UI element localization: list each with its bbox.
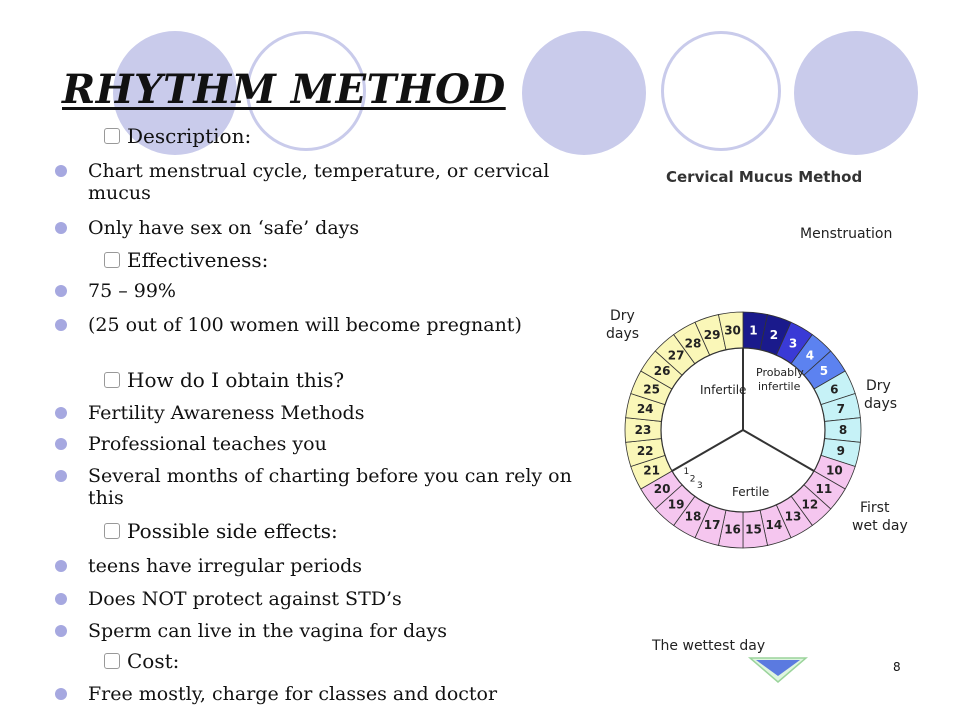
day-number-label: 19 bbox=[667, 497, 685, 512]
bullet-dot-icon bbox=[55, 222, 67, 234]
label-wettest-day: The wettest day bbox=[652, 638, 766, 654]
label-infertile: Infertile bbox=[700, 383, 747, 397]
bullet-dot-icon bbox=[55, 560, 67, 572]
bullet-item bbox=[55, 588, 585, 610]
bullet-text: Free mostly, charge for classes and doctor bbox=[88, 683, 498, 705]
bullet-dot-icon bbox=[55, 688, 67, 700]
navigation-arrow-icon[interactable] bbox=[748, 656, 808, 686]
bullet-dot-icon bbox=[55, 285, 67, 297]
octagon-bullet-icon bbox=[104, 372, 120, 388]
section-heading-text: Possible side effects: bbox=[127, 519, 338, 543]
bullet-text: Chart menstrual cycle, temperature, or cervical mucus bbox=[88, 160, 550, 204]
bullet-item bbox=[55, 160, 585, 204]
decorative-circle-5 bbox=[794, 31, 918, 155]
bullet-text: Sperm can live in the vagina for days bbox=[88, 620, 447, 642]
section-heading-text: Description: bbox=[127, 124, 252, 148]
section-heading-cost bbox=[104, 649, 179, 673]
label-menstruation: Menstruation bbox=[800, 226, 893, 242]
label-dry-days-right-2: days bbox=[864, 396, 898, 412]
day-number-label: 20 bbox=[653, 481, 671, 496]
section-heading-text: Effectiveness: bbox=[127, 248, 269, 272]
day-number-label: 12 bbox=[801, 497, 819, 512]
day-number-label: 11 bbox=[815, 481, 833, 496]
day-number-label: 30 bbox=[724, 323, 741, 338]
bullet-dot-icon bbox=[55, 438, 67, 450]
cycle-wheel bbox=[596, 160, 916, 670]
section-heading-description bbox=[104, 124, 251, 148]
day-number-label: 1 bbox=[749, 323, 758, 338]
bullet-dot-icon bbox=[55, 165, 67, 177]
bullet-dot-icon bbox=[55, 625, 67, 637]
bullet-item bbox=[55, 683, 585, 705]
section-heading-text: Cost: bbox=[127, 649, 180, 673]
bullet-dot-icon bbox=[55, 319, 67, 331]
day-number-label: 10 bbox=[826, 463, 843, 478]
day-number-label: 29 bbox=[703, 327, 721, 342]
label-dry-days-left-1: Dry bbox=[610, 308, 635, 324]
bullet-text: 75 – 99% bbox=[88, 280, 176, 302]
day-number-label: 4 bbox=[805, 348, 815, 363]
day-number-label: 24 bbox=[636, 402, 654, 417]
day-number-label: 17 bbox=[703, 518, 721, 533]
bullet-item bbox=[55, 433, 585, 455]
inner-day-number-label: 1 bbox=[683, 467, 690, 478]
label-first-wet-day-2: wet day bbox=[852, 518, 908, 534]
section-heading-text: How do I obtain this? bbox=[127, 368, 345, 392]
bullet-text: (25 out of 100 women will become pregnant) bbox=[88, 314, 522, 336]
label-probably-infertile-1: Probably bbox=[756, 366, 804, 379]
bullet-item bbox=[55, 402, 585, 424]
label-fertile: Fertile bbox=[732, 485, 770, 499]
bullet-item bbox=[55, 555, 585, 577]
bullet-text: Professional teaches you bbox=[88, 433, 327, 455]
section-heading-effectiveness bbox=[104, 248, 268, 272]
day-number-label: 2 bbox=[769, 327, 779, 342]
inner-day-number-label: 3 bbox=[697, 481, 703, 492]
section-heading-how-to-obtain bbox=[104, 368, 344, 392]
bullet-item bbox=[55, 465, 585, 509]
day-number-label: 23 bbox=[634, 423, 652, 437]
bullet-dot-icon bbox=[55, 470, 67, 482]
page-number: 8 bbox=[893, 660, 901, 674]
bullet-text: Several months of charting before you can rely on this bbox=[88, 465, 572, 509]
bullet-text: teens have irregular periods bbox=[88, 555, 363, 577]
day-number-label: 21 bbox=[643, 463, 660, 478]
octagon-bullet-icon bbox=[104, 252, 120, 268]
octagon-bullet-icon bbox=[104, 128, 120, 144]
day-number-label: 9 bbox=[836, 443, 845, 458]
day-number-label: 3 bbox=[788, 336, 798, 351]
bullet-text: Only have sex on ‘safe’ days bbox=[88, 217, 360, 239]
slide-title: RHYTHM METHOD bbox=[62, 66, 506, 113]
day-number-label: 27 bbox=[667, 348, 685, 363]
label-probably-infertile-2: infertile bbox=[758, 380, 801, 393]
bullet-item bbox=[55, 217, 585, 239]
label-dry-days-right-1: Dry bbox=[866, 378, 891, 394]
octagon-bullet-icon bbox=[104, 653, 120, 669]
bullet-dot-icon bbox=[55, 407, 67, 419]
day-number-label: 5 bbox=[819, 364, 829, 379]
day-number-label: 6 bbox=[830, 382, 839, 397]
inner-day-number-label: 2 bbox=[689, 474, 696, 485]
bullet-item bbox=[55, 314, 585, 336]
day-number-label: 25 bbox=[643, 382, 660, 397]
day-number-label: 18 bbox=[684, 509, 702, 524]
cervical-mucus-diagram bbox=[596, 160, 916, 670]
day-number-label: 28 bbox=[684, 336, 702, 351]
bullet-item bbox=[55, 280, 585, 302]
day-number-label: 7 bbox=[836, 402, 845, 417]
day-number-label: 16 bbox=[724, 522, 741, 537]
bullet-text: Does NOT protect against STD’s bbox=[88, 588, 402, 610]
day-number-label: 14 bbox=[765, 518, 783, 533]
section-heading-side-effects bbox=[104, 519, 338, 543]
day-number-label: 15 bbox=[745, 522, 762, 537]
bullet-item bbox=[55, 620, 585, 642]
octagon-bullet-icon bbox=[104, 523, 120, 539]
label-dry-days-left-2: days bbox=[606, 326, 640, 342]
day-number-label: 22 bbox=[636, 443, 654, 458]
decorative-circle-4 bbox=[661, 31, 781, 151]
diagram-title: Cervical Mucus Method bbox=[666, 168, 863, 186]
bullet-text: Fertility Awareness Methods bbox=[88, 402, 365, 424]
day-number-label: 13 bbox=[784, 509, 802, 524]
bullet-dot-icon bbox=[55, 593, 67, 605]
day-number-label: 26 bbox=[653, 364, 671, 379]
day-number-label: 8 bbox=[838, 423, 848, 437]
label-first-wet-day-1: First bbox=[860, 500, 890, 516]
